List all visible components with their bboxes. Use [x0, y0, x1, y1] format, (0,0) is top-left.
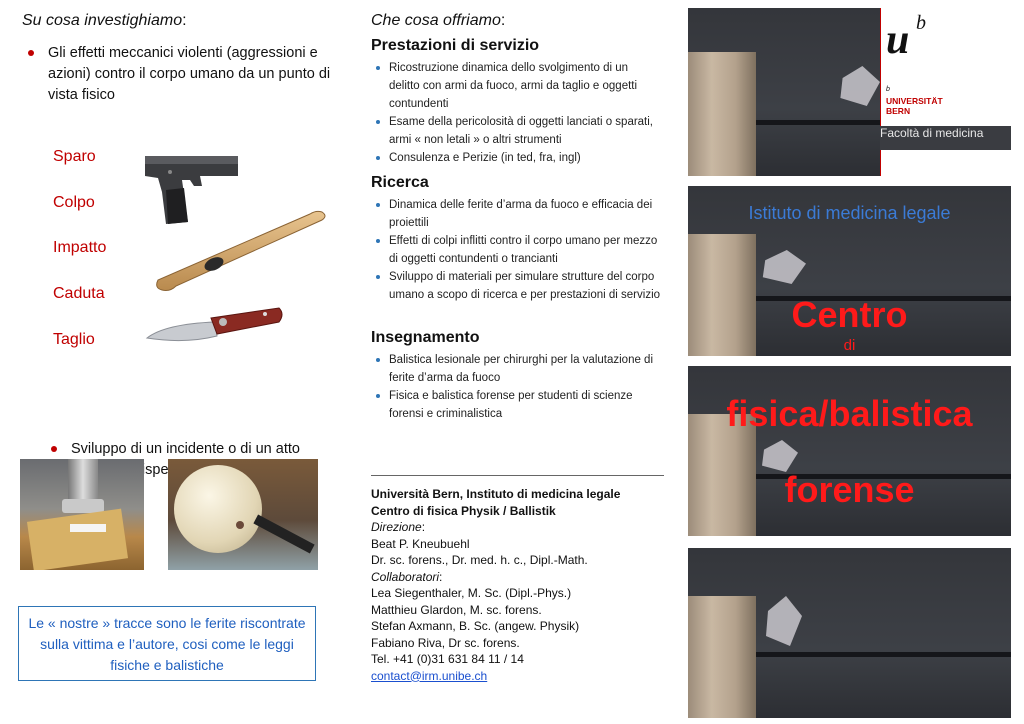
investigate-title: Su cosa investighiamo: [22, 12, 187, 29]
research-list [371, 196, 661, 304]
title-forense: forense [784, 469, 915, 510]
collaborator: Stefan Axmann, B. Sc. (angew. Physik) [371, 619, 580, 633]
list-item: Dinamica delle ferite d’arma da fuoco e efficacia dei proiettili [371, 196, 661, 232]
direction-label: Direzione: [371, 520, 426, 534]
collaborator: Matthieu Glardon, M. sc. forens. [371, 602, 542, 617]
email-link[interactable]: contact@irm.unibe.ch [371, 668, 488, 683]
baseball-bat-image [150, 208, 330, 298]
title-di: di [843, 337, 856, 354]
incident-bullet: Sviluppo di un incidente o di un atto rispetto [45, 439, 351, 481]
teaching-heading: Insegnamento [371, 329, 480, 346]
list-item: Ricostruzione dinamica dello svolgimento di un delitto con armi da fuoco, armi da taglio e oggetti contundenti [371, 59, 661, 113]
list-item: Consulenza e Perizie (in ted, fra, ingl) [371, 149, 661, 167]
title-centro: Centro [791, 294, 908, 335]
faculty-label: Facoltà di medicina [880, 126, 984, 140]
keyword-impatto: Impatto [53, 239, 107, 256]
list-item: Fisica e balistica forense per studenti di scienze forensi e criminalistica [371, 387, 661, 423]
list-item: Esame della pericolosità di oggetti lanciati o sparati, armi « non letali » o altri strumenti [371, 113, 661, 149]
unibe-logo-b: b [916, 12, 926, 34]
ballistic-photo-4 [688, 548, 1011, 718]
director-name: Beat P. Kneubuehl [371, 536, 470, 551]
knife-image [145, 300, 285, 350]
keyword-caduta: Caduta [53, 285, 105, 302]
services-list [371, 59, 661, 167]
contact-institution: Università Bern, Instituto di medicina legale [371, 487, 621, 501]
contact-block [371, 486, 671, 684]
list-item: Effetti di colpi inflitti contro il corpo umano per mezzo di oggetti contundenti o trancianti [371, 232, 661, 268]
university-name: UNIVERSITÄT BERN [886, 96, 943, 116]
unibe-small-b: b [886, 86, 890, 93]
phone: Tel. +41 (0)31 631 84 11 / 14 [371, 652, 524, 666]
unibe-logo-u: u [886, 17, 910, 63]
title-fisica-balistica: fisica/balistica [726, 393, 973, 434]
collaborators-label: Collaboratori: [371, 569, 443, 584]
keyword-colpo: Colpo [53, 194, 95, 211]
sphere-test-photo [168, 459, 318, 570]
contact-center: Centro di fisica Physik / Ballistik [371, 503, 556, 518]
list-item: Sviluppo di materiali per simulare strutture del corpo umano a scopo di ricerca e per prestazioni di servizio [371, 268, 661, 304]
keyword-taglio: Taglio [53, 331, 95, 348]
offer-title: Che cosa offriamo: [371, 12, 506, 29]
teaching-list [371, 351, 661, 423]
investigate-bullet: Gli effetti meccanici violenti (aggressioni e azioni) contro il corpo umano da un punto di vista fisico [22, 43, 348, 106]
drop-test-photo [20, 459, 144, 570]
keyword-sparo: Sparo [53, 148, 96, 165]
services-heading: Prestazioni di servizio [371, 37, 540, 54]
divider [371, 475, 664, 476]
director-titles: Dr. sc. forens., Dr. med. h. c., Dipl.-Math. [371, 553, 588, 567]
collaborator: Fabiano Riva, Dr sc. forens. [371, 635, 520, 650]
collaborator: Lea Siegenthaler, M. Sc. (Dipl.-Phys.) [371, 586, 572, 600]
traces-note: Le « nostre » tracce sono le ferite riscontrate sulla vittima e l’autore, cosi come le leggi fisiche e balistiche [18, 606, 316, 681]
research-heading: Ricerca [371, 174, 429, 191]
institute-name: Istituto di medicina legale [748, 203, 951, 223]
logo-area [880, 8, 1011, 176]
list-item: Balistica lesionale per chirurghi per la valutazione di ferite d’arma da fuoco [371, 351, 661, 387]
